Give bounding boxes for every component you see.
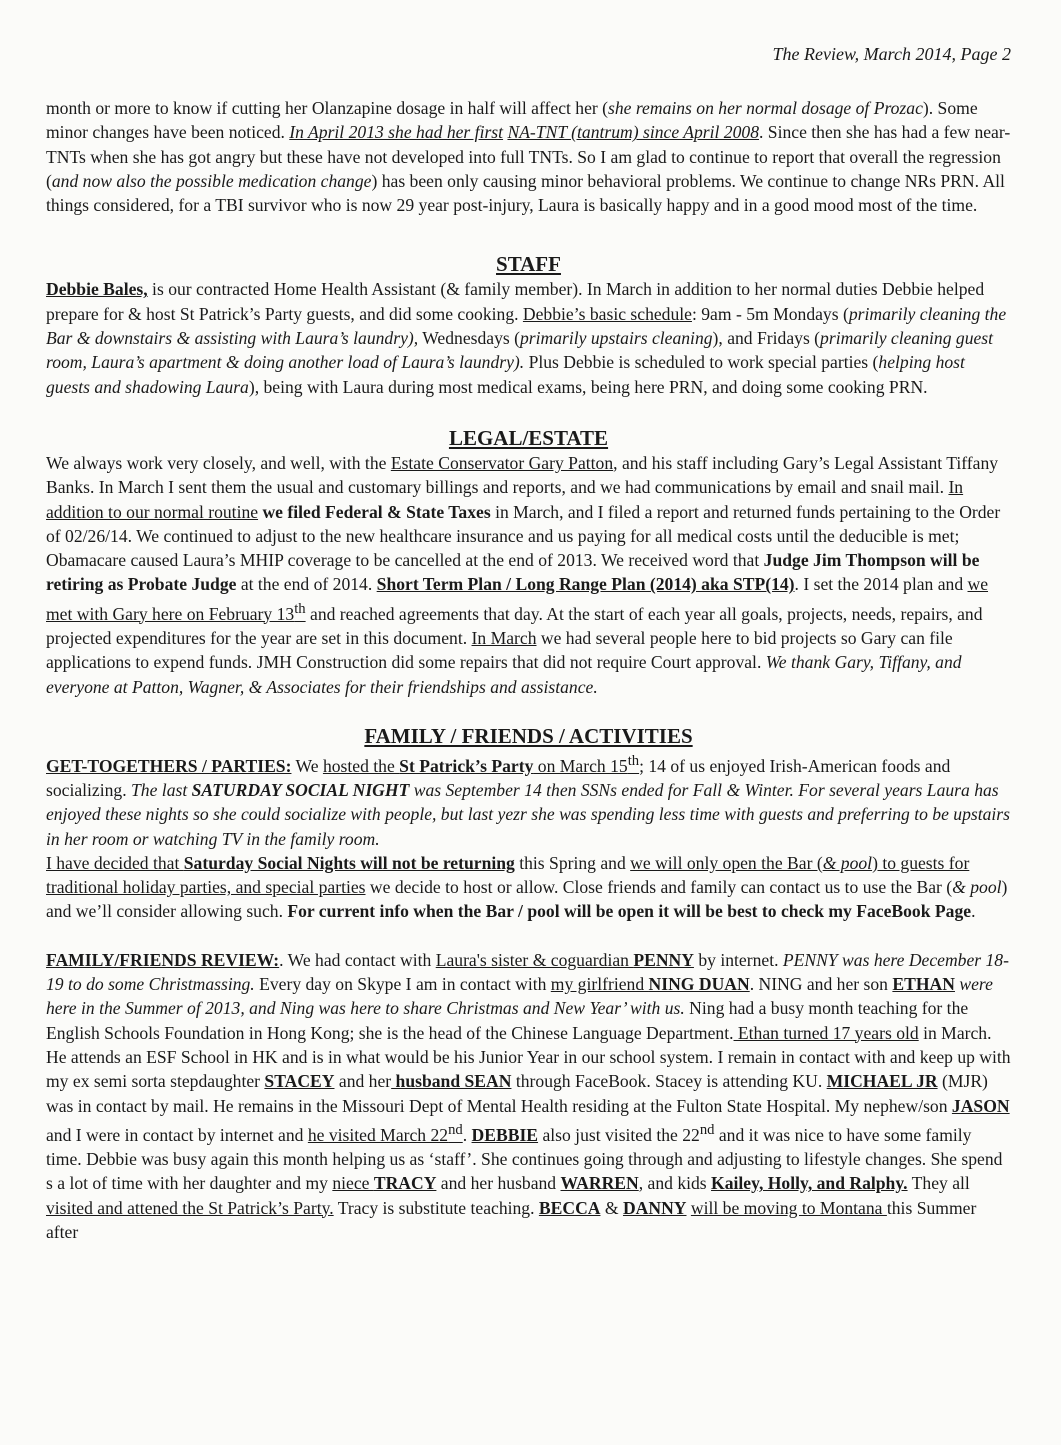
family-review-paragraph: FAMILY/FRIENDS REVIEW:. We had contact with Laura's sister & coguardian PENNY by internet. PENNY was here December 18-19 to do some Christmassing. Every day on Skype I am in contact with my girlfriend NING DUAN. NING and her son ETHAN were here in the Summer of 2013, and Ning was here to share Christmas and New Year’ with us. Ning had a busy month teaching for the English Schools Foundation in Hong Kong; she is the head of the Chinese Language Department. Ethan turned 17 years old in March. He attends an ESF School in HK and is in what would be his Junior Year in our school system. I remain in contact with and keep up with my ex semi sorta stepdaughter STACEY and her husband SEAN through FaceBook. Stacey is attending KU. MICHAEL JR (MJR) was in contact by mail. He remains in the Missouri Dept of Mental Health residing at the Fulton State Hospital. My nephew/son JASON and I were in contact by internet and he visited March 22nd. DEBBIE also just visited the 22nd and it was nice to have some family time. Debbie was busy again this month helping us as ‘staff’. She continues going through and adjusting to lifestyle changes. She spend s a lot of time with her daughter and my niece TRACY and her husband WARREN, and kids Kailey, Holly, and Ralphy. They all visited and attened the St Patrick’s Party. Tracy is substitute teaching. BECCA & DANNY will be moving to Montana this Summer after [46,949,1011,1242]
staff-paragraph: Debbie Bales, is our contracted Home Health Assistant (& family member). In March in addition to her normal duties Debbie helped prepare for & host St Patrick’s Party guests, and did some cooking. Debbie’s basic schedule: 9am - 5m Mondays (primarily cleaning the Bar & downstairs & assisting with Laura’s laundry), Wednesdays (primarily upstairs cleaning), and Fridays (primarily cleaning guest room, Laura’s apartment & doing another load of Laura’s laundry). Plus Debbie is scheduled to work special parties (helping host guests and shadowing Laura), being with Laura during most medical exams, being here PRN, and doing some cooking PRN. [46,279,1007,397]
get-togethers-paragraph: GET-TOGETHERS / PARTIES: We hosted the St Patrick’s Party on March 15th; 14 of us enjoyed Irish-American foods and socializing. The last SATURDAY SOCIAL NIGHT was September 14 then SSNs ended for Fall & Winter. For several years Laura has enjoyed these nights so she could socialize with people, but last yezr she was spending less time with guests and preferring to be upstairs in her room or watching TV in the family room. I have decided that Saturday Social Nights will not be returning this Spring and we will only open the Bar (& pool) to guests for traditional holiday parties, and special parties we decide to host or allow. Close friends and family can contact us to use the Bar (& pool) and we’ll consider allowing such. For current info when the Bar / pool will be open it will be best to check my FaceBook Page. [46,752,1010,922]
legal-estate-heading: LEGAL/ESTATE [448,425,609,450]
intro-paragraph: month or more to know if cutting her Olanzapine dosage in half will affect her (she remains on her normal dosage of Prozac). Some minor changes have been noticed. In April 2013 she had her first NA-TNT (tantrum) since April 2008. Since then she has had a few near-TNTs when she has got angry but these have not developed into full TNTs. So I am glad to continue to report that overall the regression (and now also the possible medication change) has been only causing minor behavioral problems. We continue to change NRs PRN. All things considered, for a TBI survivor who is now 29 year post-injury, Laura is basically happy and in a good mood most of the time. [46,98,1011,216]
staff-heading: STAFF [496,252,561,277]
legal-paragraph: We always work very closely, and well, with the Estate Conservator Gary Patton, and his staff including Gary’s Legal Assistant Tiffany Banks. In March I sent them the usual and customary billings and reports, and we had communications by email and snail mail. In addition to our normal routine we filed Federal & State Taxes in March, and I filed a report and returned funds pertaining to the Order of 02/26/14. We continued to adjust to the new healthcare insurance and us paying for all medical costs until the deducible is met; Obamacare caused Laura’s MHIP coverage to be cancelled at the end of 2013. We received word that Judge Jim Thompson will be retiring as Probate Judge at the end of 2014. Short Term Plan / Long Range Plan (2014) aka STP(14). I set the 2014 plan and we met with Gary here on February 13th and reached agreements that day. At the start of each year all goals, projects, needs, repairs, and projected expenditures for the year are set in this document. In March we had several people here to bid projects so Gary can file applications to expend funds. JMH Construction did some repairs that did not require Court approval. We thank Gary, Tiffany, and everyone at Patton, Wagner, & Associates for their friendships and assistance. [46,452,1001,697]
family-heading: FAMILY / FRIENDS / ACTIVITIES [364,723,693,748]
page-header: The Review, March 2014, Page 2 [772,44,1011,64]
